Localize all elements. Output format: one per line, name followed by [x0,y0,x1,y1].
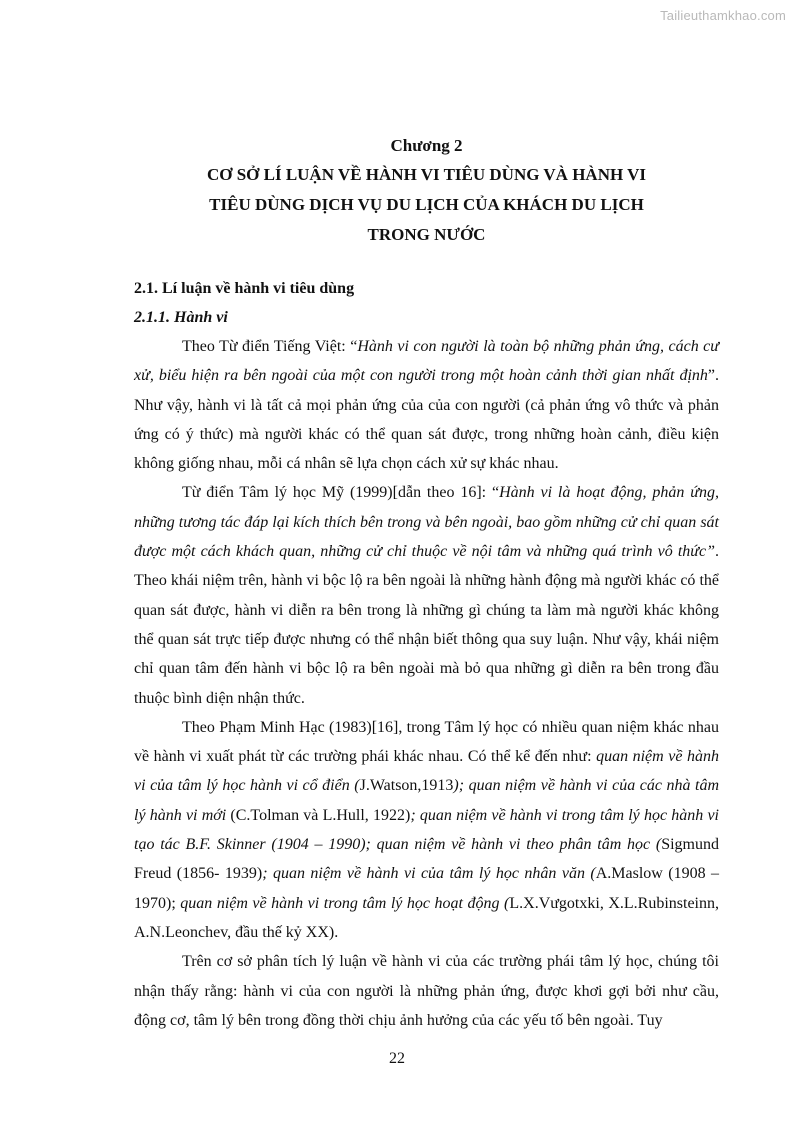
italic-run: quan niệm về hành vi trong tâm lý học hoạt động ( [180,894,510,912]
chapter-title [134,160,719,250]
italic-run: Hành vi con người là toàn bộ những phản ứng, cách cư xử, biểu hiện ra bên ngoài của một con người trong một hoàn cảnh thời gian nhất định [134,338,720,385]
text-run: J.Watson,1913 [359,777,454,795]
italic-run: ); quan niệm về hành vi của các nhà tâm lý hành vi mới [134,777,720,824]
text-run: . Theo khái niệm trên, hành vi bộc lộ ra bên ngoài là những hành động mà người khác có thể quan sát được, hành vi diễn ra bên trong là những gì chúng ta làm mà người khác không thể quan sát trực tiếp được nhưng có thể nhận biết thông qua suy luận. Như vậy, khái niệm chỉ quan tâm đến hành vi bộc lộ ra bên ngoài mà bỏ qua những gì diễn ra bên trong đầu thuộc bình diện nhận thức. [134,543,719,707]
text-run: Từ điển Tâm lý học Mỹ (1999)[dẫn theo 16]: “ [182,484,500,502]
body-paragraph [134,332,719,478]
body-paragraph [134,947,719,1035]
body-paragraph [134,713,719,947]
body-paragraph [134,478,719,712]
section-heading: 2.1. Lí luận về hành vi tiêu dùng [134,280,355,297]
italic-run: quan niệm về hành vi của tâm lý học hành vi cổ điển ( [134,748,719,795]
italic-run: ; quan niệm về hành vi của tâm lý học nhân văn ( [262,865,596,883]
text-run: (C.Tolman và L.Hull, 1922) [226,806,411,824]
text-run: Theo Phạm Minh Hạc (1983)[16], trong Tâm lý học có nhiều quan niệm khác nhau về hành vi xuất phát từ các trường phái khác nhau. Có thể kể đến như: [134,718,719,766]
text-run: Theo Từ điển Tiếng Việt: “ [182,338,358,355]
text-run: A.Maslow (1908 – 1970); [134,865,720,912]
watermark: Tailieuthamkhao.com [660,8,786,23]
subsection-heading: 2.1.1. Hành vi [134,309,228,326]
chapter-label: Chương 2 [390,136,463,155]
page-number: 22 [389,1050,405,1067]
text-run: Trên cơ sở phân tích lý luận về hành vi của các trường phái tâm lý học, chúng tôi nhận thấy rằng: hành vi của con người là những phản ứng, được khơi gợi bởi như cầu, động cơ, tâm lý bên trong đồng thời chịu ảnh hưởng của các yếu tố bên ngoài. Tuy [134,953,719,1029]
italic-run: ; quan niệm về hành vi trong tâm lý học hành vi tạo tác B.F. Skinner (1904 – 1990); quan niệm về hành vi theo phân tâm học ( [134,806,720,854]
text-run: ”. Như vậy, hành vi là tất cả mọi phản ứng của của con người (cả phản ứng vô thức và phản ứng có ý thức) mà người khác có thể quan sát được, trong những hoàn cảnh, điều kiện không giống nhau, mỗi cá nhân sẽ lựa chọn cách xử sự khác nhau. [134,367,719,473]
chapter-title-line: TIÊU DÙNG DỊCH VỤ DU LỊCH CỦA KHÁCH DU LỊCH [209,195,644,214]
page-content [134,134,719,1035]
text-run: L.X.Vưgotxki, X.L.Rubinsteinn, A.N.Leonchev, đầu thế kỷ XX). [134,894,720,941]
text-run: Sigmund Freud (1856- 1939) [134,836,719,883]
italic-run: Hành vi là hoạt động, phản ứng, những tương tác đáp lại kích thích bên trong và bên ngoài, bao gồm những cử chỉ quan sát được một cách khách quan, những cử chỉ thuộc về nội tâm và những quá trình vô thức” [134,484,720,561]
chapter-title-line: CƠ SỞ LÍ LUẬN VỀ HÀNH VI TIÊU DÙNG VÀ HÀNH VI [206,165,647,184]
chapter-title-line: TRONG NƯỚC [367,225,486,244]
